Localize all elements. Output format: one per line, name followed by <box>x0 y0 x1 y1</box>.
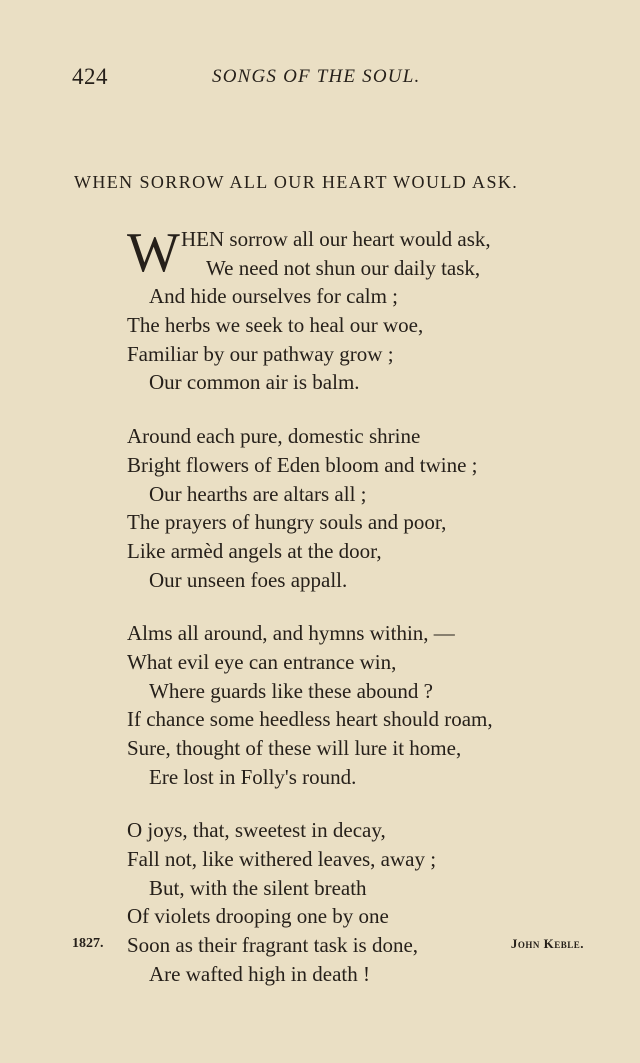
poem-line: Our unseen foes appall. <box>149 567 348 592</box>
page-number: 424 <box>72 64 108 89</box>
poem-line: Our common air is balm. <box>149 370 360 395</box>
poem-line: Bright flowers of Eden bloom and twine ; <box>127 452 478 477</box>
poem-line: The herbs we seek to heal our woe, <box>127 313 424 338</box>
first-line-text: HEN sorrow all our heart would ask, <box>181 227 491 251</box>
drop-cap: W <box>127 222 180 284</box>
poem-title: WHEN SORROW ALL OUR HEART WOULD ASK. <box>74 172 519 192</box>
stanza-1 <box>127 222 587 397</box>
poem-line: Our hearths are altars all ; <box>149 481 367 506</box>
poem-line: O joys, that, sweetest in decay, <box>127 818 386 843</box>
attribution <box>72 936 584 960</box>
poem-line: Where guards like these abound ? <box>149 678 433 703</box>
stanza-3 <box>127 619 587 791</box>
poem-line: But, with the silent breath <box>149 875 367 900</box>
stanza-2 <box>127 422 587 594</box>
poem-line: Fall not, like withered leaves, away ; <box>127 847 437 872</box>
poem-line: And hide ourselves for calm ; <box>149 284 399 309</box>
running-head <box>72 64 445 94</box>
poem-author: John Keble. <box>510 936 584 951</box>
running-title: SONGS OF THE SOUL. <box>212 66 421 87</box>
stanza-4 <box>127 816 587 988</box>
poem-line: If chance some heedless heart should roam, <box>127 707 493 732</box>
poem-line: Ere lost in Folly's round. <box>149 764 357 789</box>
poem-line: Around each pure, domestic shrine <box>127 424 421 449</box>
poem-line: Of violets drooping one by one <box>127 904 389 929</box>
poem-line: Are wafted high in death ! <box>149 961 371 986</box>
poem-line: Soon as their fragrant task is done, <box>127 933 419 958</box>
poem-line: Familiar by our pathway grow ; <box>127 341 394 366</box>
poem-date: 1827. <box>72 936 104 951</box>
poem-line: Like armèd angels at the door, <box>127 538 382 563</box>
poem-line: Alms all around, and hymns within, — <box>127 621 455 646</box>
poem-line: We need not shun our daily task, <box>206 255 481 280</box>
poem-body <box>127 222 587 1014</box>
poem-line: What evil eye can entrance win, <box>127 649 397 674</box>
poem-line: The prayers of hungry souls and poor, <box>127 510 447 535</box>
poem-line: Sure, thought of these will lure it home, <box>127 736 462 760</box>
